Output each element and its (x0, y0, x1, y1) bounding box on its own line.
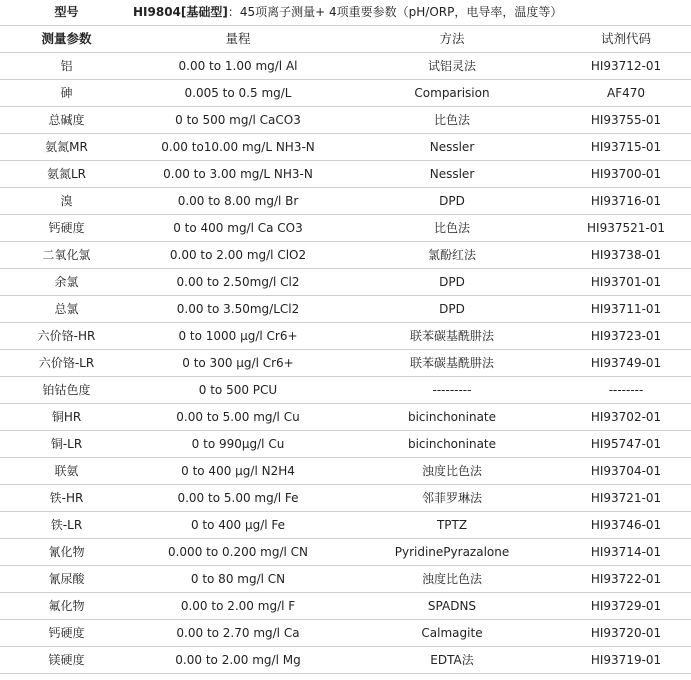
cell-range: 0.00 to 1.00 mg/l Al (133, 53, 343, 80)
cell-param: 溴 (0, 188, 133, 215)
cell-method: 比色法 (343, 107, 561, 134)
cell-method: bicinchoninate (343, 431, 561, 458)
cell-method: DPD (343, 188, 561, 215)
cell-code: HI93712-01 (561, 53, 691, 80)
cell-range: 0 to 300 µg/l Cr6+ (133, 350, 343, 377)
cell-param: 氰化物 (0, 539, 133, 566)
cell-param: 余氯 (0, 269, 133, 296)
cell-range: 0 to 400 µg/l N2H4 (133, 458, 343, 485)
cell-method: 邻菲罗琳法 (343, 485, 561, 512)
cell-range: 0 to 80 mg/l CN (133, 566, 343, 593)
cell-code: HI93755-01 (561, 107, 691, 134)
cell-method: 联苯碳基酰肼法 (343, 350, 561, 377)
cell-range: 0.00 to 2.00 mg/l Mg (133, 647, 343, 674)
cell-code: HI937521-01 (561, 215, 691, 242)
cell-code: HI93722-01 (561, 566, 691, 593)
cell-param: 铜-LR (0, 431, 133, 458)
table-row (0, 188, 691, 215)
header-range: 量程 (133, 26, 343, 53)
cell-param: 钙硬度 (0, 215, 133, 242)
cell-param: 砷 (0, 80, 133, 107)
cell-code: HI93749-01 (561, 350, 691, 377)
cell-code: HI93702-01 (561, 404, 691, 431)
cell-method: EDTA法 (343, 647, 561, 674)
cell-code: AF470 (561, 80, 691, 107)
cell-range: 0 to 1000 µg/l Cr6+ (133, 323, 343, 350)
cell-method: DPD (343, 269, 561, 296)
cell-code: HI95747-01 (561, 431, 691, 458)
cell-param: 六价铬-HR (0, 323, 133, 350)
cell-range: 0.00 to 5.00 mg/l Cu (133, 404, 343, 431)
cell-param: 铝 (0, 53, 133, 80)
model-summary: ：45项离子测量+ 4项重要参数（pH/ORP，电导率，温度等） (227, 5, 563, 19)
cell-method: PyridinePyrazalone (343, 539, 561, 566)
table-row (0, 512, 691, 539)
table-row (0, 269, 691, 296)
cell-range: 0.005 to 0.5 mg/L (133, 80, 343, 107)
cell-param: 氨氮MR (0, 134, 133, 161)
table-row (0, 107, 691, 134)
cell-code: HI93720-01 (561, 620, 691, 647)
table-row (0, 620, 691, 647)
cell-param: 镁硬度 (0, 647, 133, 674)
cell-method: Comparision (343, 80, 561, 107)
cell-param: 氰尿酸 (0, 566, 133, 593)
cell-param: 铂钴色度 (0, 377, 133, 404)
cell-method: --------- (343, 377, 561, 404)
cell-param: 氨氮LR (0, 161, 133, 188)
table-row (0, 485, 691, 512)
cell-range: 0.00 to 5.00 mg/l Fe (133, 485, 343, 512)
cell-method: 氯酚红法 (343, 242, 561, 269)
cell-method: 浊度比色法 (343, 458, 561, 485)
header-code: 试剂代码 (561, 26, 691, 53)
table-row (0, 404, 691, 431)
table-row (0, 53, 691, 80)
table-row (0, 539, 691, 566)
table-row (0, 215, 691, 242)
cell-code: HI93721-01 (561, 485, 691, 512)
cell-code: HI93746-01 (561, 512, 691, 539)
cell-range: 0 to 500 PCU (133, 377, 343, 404)
cell-code: HI93714-01 (561, 539, 691, 566)
model-label: 型号 (0, 0, 133, 26)
cell-method: Nessler (343, 134, 561, 161)
table-row (0, 566, 691, 593)
table-row (0, 161, 691, 188)
cell-range: 0.000 to 0.200 mg/l CN (133, 539, 343, 566)
cell-method: 浊度比色法 (343, 566, 561, 593)
cell-range: 0.00 to10.00 mg/L NH3-N (133, 134, 343, 161)
cell-method: 联苯碳基酰肼法 (343, 323, 561, 350)
cell-code: HI93704-01 (561, 458, 691, 485)
cell-param: 氟化物 (0, 593, 133, 620)
cell-method: bicinchoninate (343, 404, 561, 431)
cell-param: 铁-LR (0, 512, 133, 539)
cell-range: 0.00 to 2.50mg/l Cl2 (133, 269, 343, 296)
table-row (0, 242, 691, 269)
title-row (0, 0, 691, 26)
cell-param: 铜HR (0, 404, 133, 431)
cell-range: 0.00 to 8.00 mg/l Br (133, 188, 343, 215)
cell-range: 0.00 to 2.00 mg/l F (133, 593, 343, 620)
cell-range: 0 to 400 µg/l Fe (133, 512, 343, 539)
cell-range: 0 to 500 mg/l CaCO3 (133, 107, 343, 134)
cell-range: 0.00 to 2.00 mg/l ClO2 (133, 242, 343, 269)
cell-method: DPD (343, 296, 561, 323)
table-row (0, 323, 691, 350)
cell-method: Calmagite (343, 620, 561, 647)
cell-code: HI93715-01 (561, 134, 691, 161)
cell-code: HI93738-01 (561, 242, 691, 269)
cell-param: 总碱度 (0, 107, 133, 134)
table-row (0, 647, 691, 674)
table-row (0, 134, 691, 161)
table-row (0, 458, 691, 485)
cell-code: HI93719-01 (561, 647, 691, 674)
cell-method: 试铝灵法 (343, 53, 561, 80)
cell-param: 钙硬度 (0, 620, 133, 647)
cell-range: 0.00 to 3.00 mg/L NH3-N (133, 161, 343, 188)
table-row (0, 80, 691, 107)
cell-method: TPTZ (343, 512, 561, 539)
cell-code: HI93700-01 (561, 161, 691, 188)
table-row (0, 296, 691, 323)
cell-code: HI93711-01 (561, 296, 691, 323)
cell-param: 铁-HR (0, 485, 133, 512)
table-row (0, 593, 691, 620)
cell-range: 0.00 to 2.70 mg/l Ca (133, 620, 343, 647)
model-description (133, 0, 691, 26)
cell-param: 二氧化氯 (0, 242, 133, 269)
cell-method: Nessler (343, 161, 561, 188)
table-row (0, 431, 691, 458)
cell-code: HI93723-01 (561, 323, 691, 350)
table-row (0, 350, 691, 377)
cell-param: 总氯 (0, 296, 133, 323)
header-method: 方法 (343, 26, 561, 53)
table-row (0, 377, 691, 404)
model-name: HI9804[基础型] (133, 5, 228, 19)
cell-method: SPADNS (343, 593, 561, 620)
cell-range: 0 to 400 mg/l Ca CO3 (133, 215, 343, 242)
header-row (0, 26, 691, 53)
cell-method: 比色法 (343, 215, 561, 242)
header-param: 测量参数 (0, 26, 133, 53)
cell-param: 六价铬-LR (0, 350, 133, 377)
cell-param: 联氨 (0, 458, 133, 485)
cell-code: -------- (561, 377, 691, 404)
cell-code: HI93701-01 (561, 269, 691, 296)
cell-code: HI93716-01 (561, 188, 691, 215)
cell-range: 0.00 to 3.50mg/LCl2 (133, 296, 343, 323)
cell-range: 0 to 990µg/l Cu (133, 431, 343, 458)
cell-code: HI93729-01 (561, 593, 691, 620)
